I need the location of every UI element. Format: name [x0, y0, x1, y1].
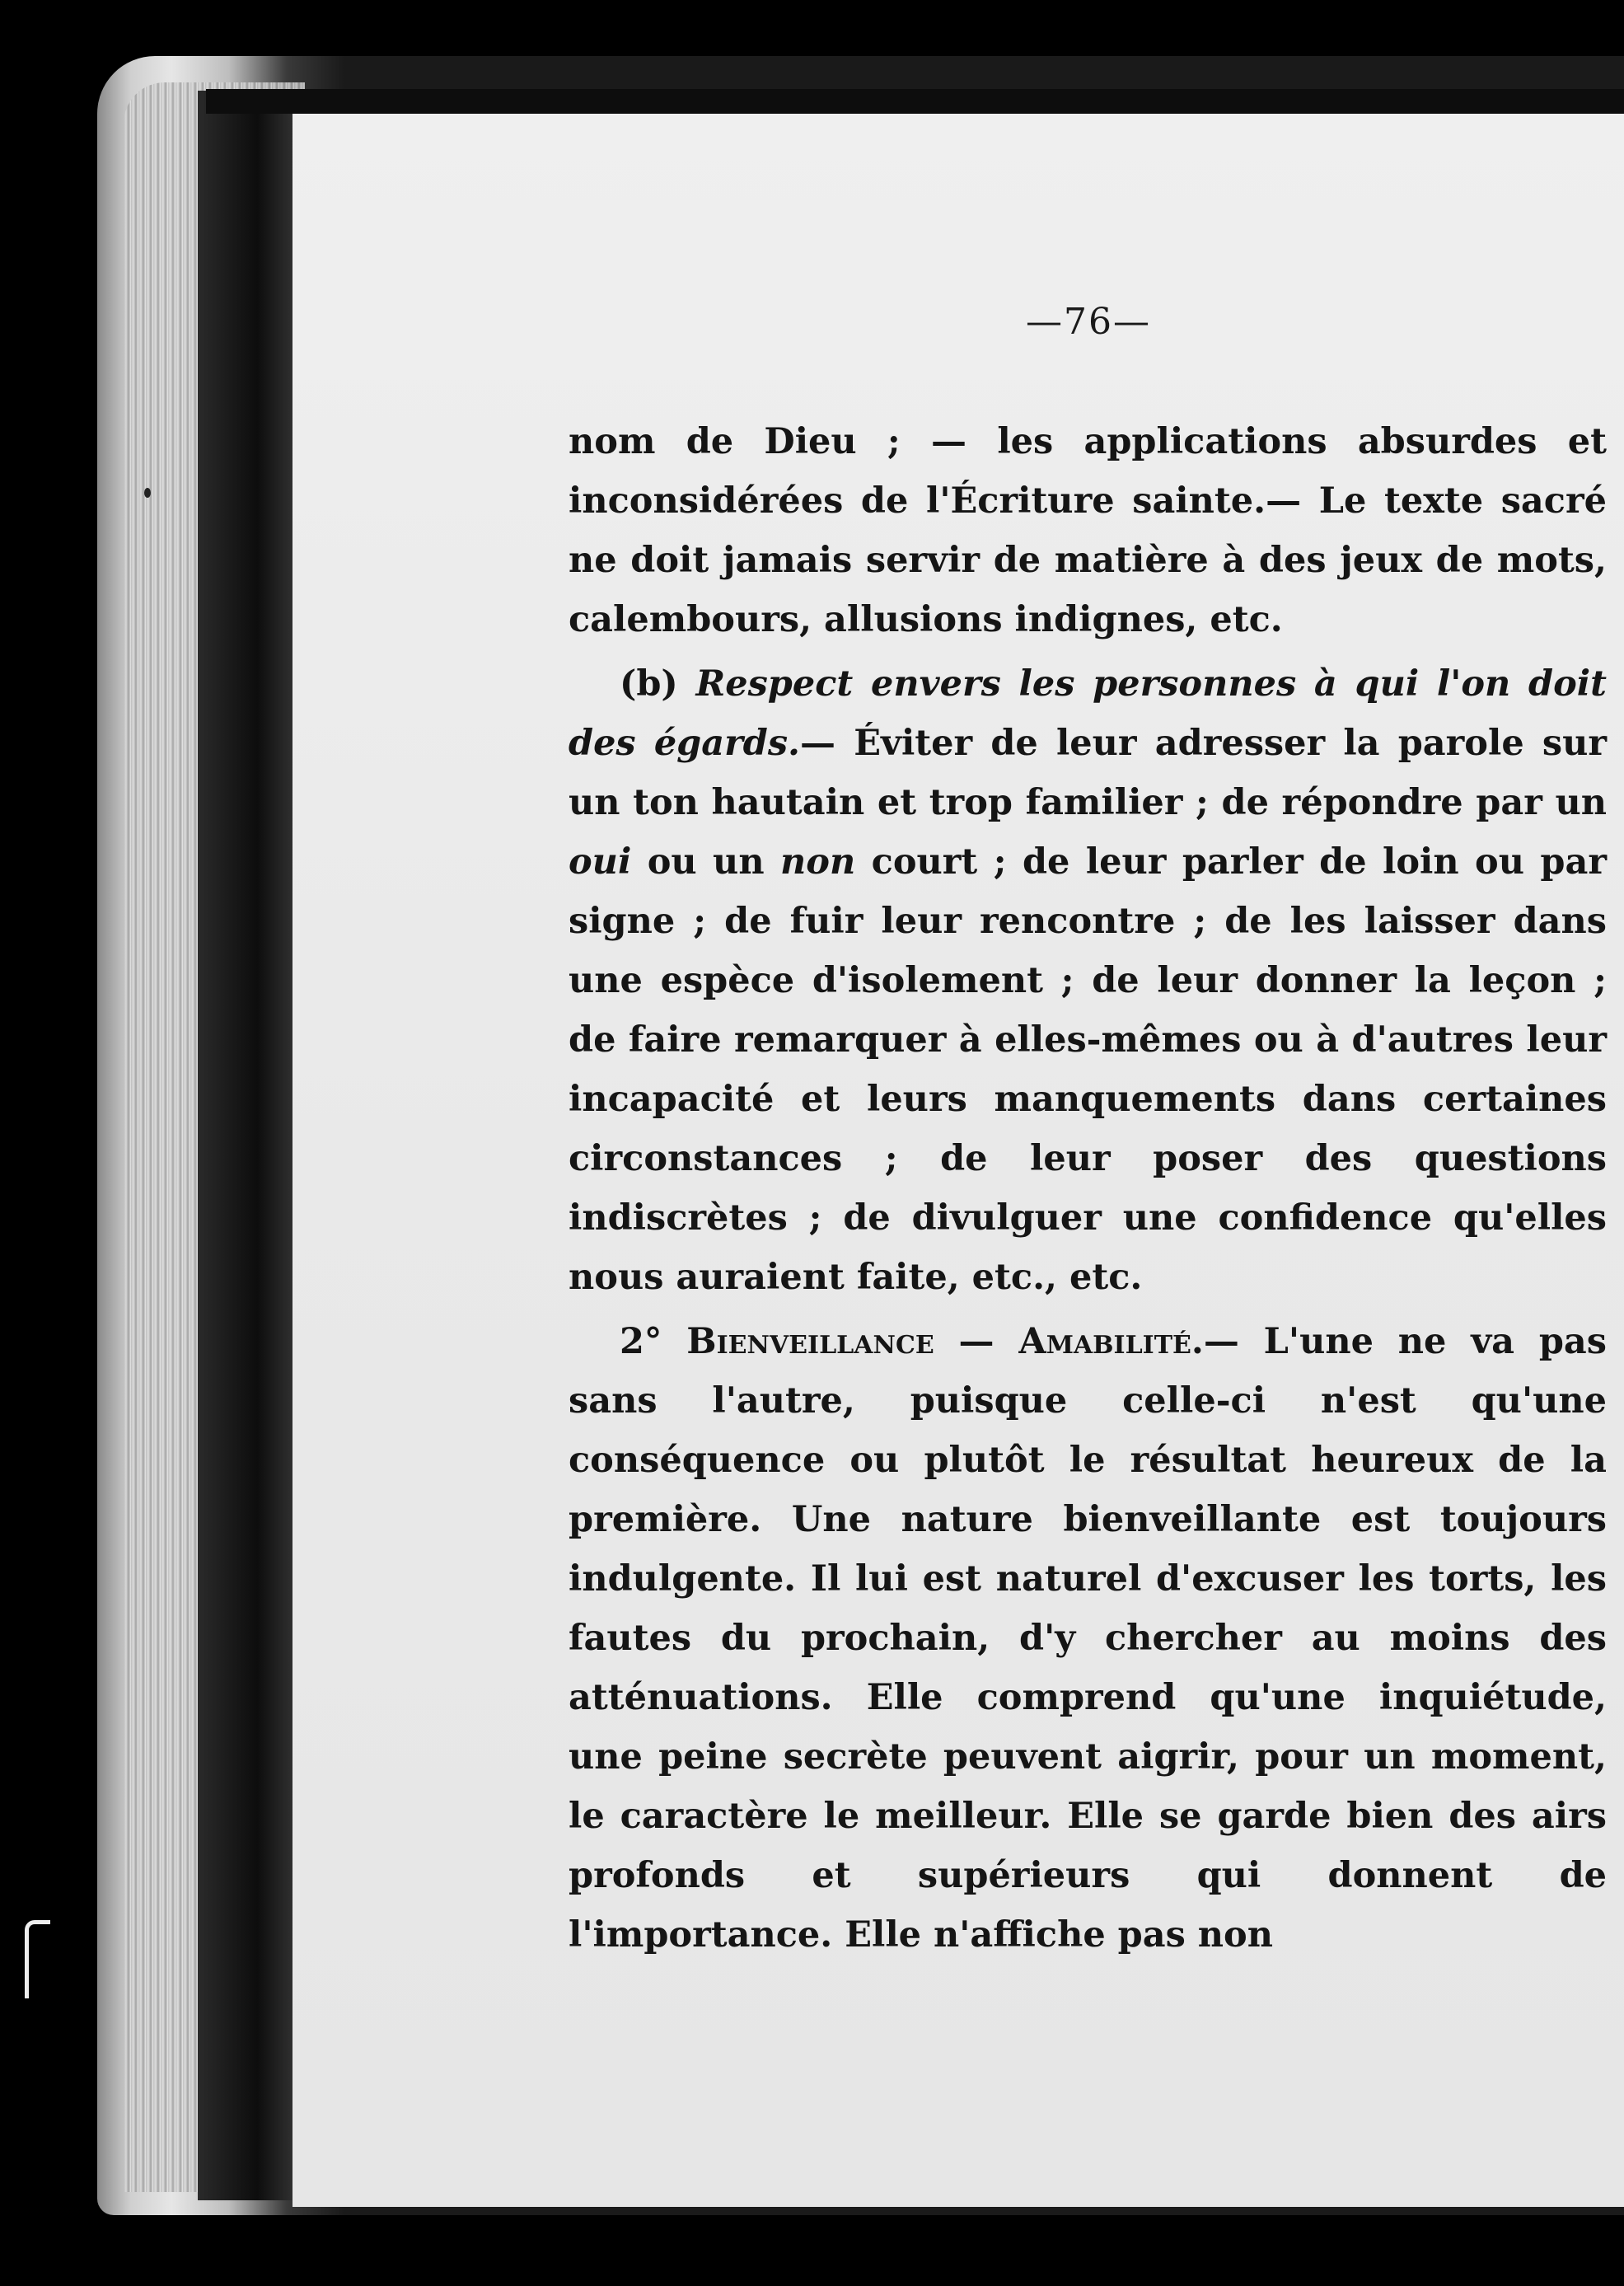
text-run: 2° — [620, 1321, 687, 1362]
text-run: court ; de leur parler de loin ou par signe ; de fuir leur rencontre ; de les laisser dans une espèce d'isolement ; de leur donner la leçon ; de faire remarquer à elles-mêmes ou à d'autres leur incapacité et leurs manquements dans certaines circonstances ; de leur poser des questions indiscrètes ; de divulguer une confidence qu'elles nous auraient faite, etc., etc. — [569, 841, 1607, 1298]
text-run: (b) — [620, 663, 696, 705]
dust-speck — [144, 488, 151, 498]
paragraph-3 — [569, 1312, 1607, 1965]
italic-word: non — [780, 841, 856, 883]
text-run: — Éviter de leur adresser la parole sur un ton hautain et trop familier ; de répondre par un — [569, 723, 1607, 823]
scan-mark — [25, 1920, 50, 1998]
page-text — [569, 412, 1607, 1965]
italic-heading: Respect envers les personnes à qui l'on doit des égards. — [569, 663, 1607, 764]
paragraph-1 — [569, 412, 1607, 649]
text-run: — L'une ne va pas sans l'autre, puisque celle-ci n'est qu'une conséquence ou plutôt le résultat heureux de la première. Une nature bienveillante est toujours indulgente. Il lui est naturel d'excuser les torts, les fautes du prochain, d'y chercher au moins des atténuations. Elle comprend qu'une inquiétude, une peine secrète peuvent aigrir, pour un moment, le caractère le meilleur. Elle se garde bien des airs profonds et supérieurs qui donnent de l'importance. Elle n'affiche pas non — [569, 1321, 1607, 1956]
book-top-edge — [206, 89, 1624, 114]
page-number: —76— — [1026, 301, 1151, 343]
text-run: nom de Dieu ; — les applications absurdes et inconsidérées de l'Écriture sainte.— Le texte sacré ne doit jamais servir de matière à des jeux de mots, calembours, allusions indignes, etc. — [569, 421, 1607, 640]
italic-word: oui — [569, 841, 632, 883]
text-run: ou un — [631, 841, 780, 883]
book-spine-shadow — [198, 91, 297, 2200]
section-heading: Bienveillance — Amabilité. — [686, 1321, 1204, 1362]
paragraph-2 — [569, 654, 1607, 1307]
